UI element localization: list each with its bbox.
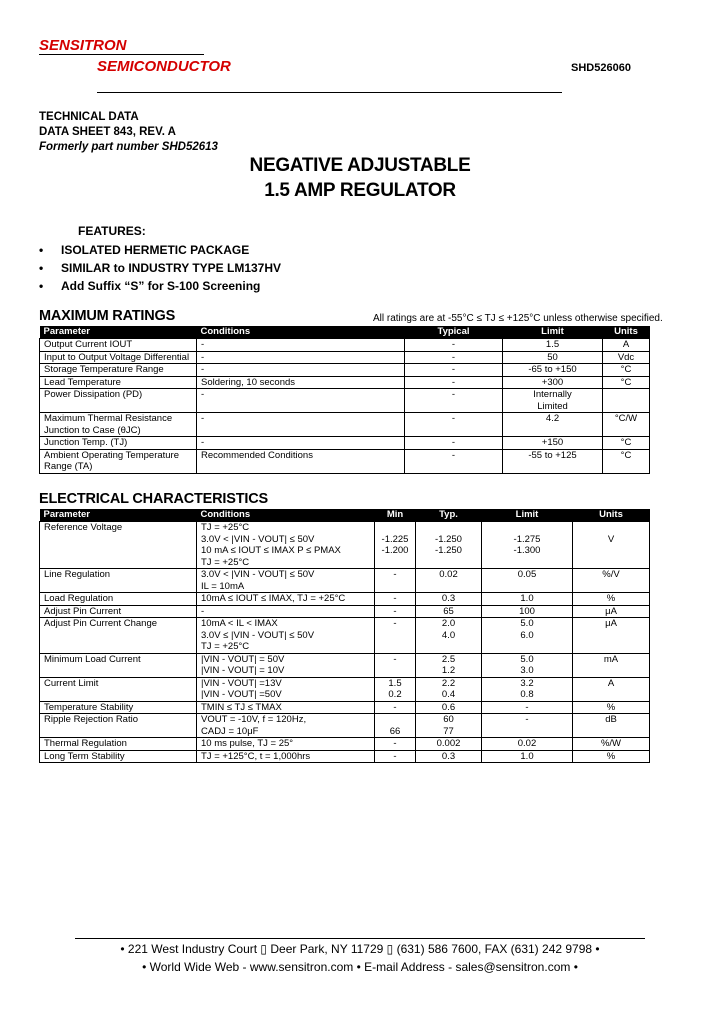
table-cell: Adjust Pin Current Change [40, 618, 197, 654]
table-cell: Internally Limited [503, 389, 603, 413]
technical-data-label: TECHNICAL DATA [39, 111, 139, 123]
table-cell: Line Regulation [40, 569, 197, 593]
characteristic-row [40, 738, 650, 751]
table-cell: 1.0 [482, 750, 573, 763]
table-cell: Minimum Load Current [40, 653, 197, 677]
table-cell: - [405, 339, 503, 352]
table-cell: 60 77 [416, 714, 482, 738]
feature-item: • Add Suffix “S” for S-100 Screening [39, 279, 261, 293]
table-cell: °C [603, 376, 650, 389]
characteristic-row [40, 605, 650, 618]
table-cell: μA [573, 618, 650, 654]
table-cell: -55 to +125 [503, 449, 603, 473]
table-cell: 10mA ≤ IOUT ≤ IMAX, TJ = +25°C [197, 593, 375, 606]
table-cell: VOUT = -10V, f = 120Hz, CADJ = 10μF [197, 714, 375, 738]
table-cell: -1.225 -1.200 [375, 522, 416, 569]
technical-data-block [39, 110, 218, 155]
table-cell: 3.0V < |VIN - VOUT| ≤ 50V IL = 10mA [197, 569, 375, 593]
ratings-note: All ratings are at -55°C ≤ TJ ≤ +125°C unless otherwise specified. [373, 313, 663, 324]
table-cell: A [573, 677, 650, 701]
table-cell: - [482, 701, 573, 714]
table-cell: TJ = +25°C 3.0V < |VIN - VOUT| ≤ 50V 10 mA ≤ IOUT ≤ IMAX P ≤ PMAX TJ = +25°C [197, 522, 375, 569]
table-cell: - [375, 593, 416, 606]
table-cell: 2.2 0.4 [416, 677, 482, 701]
table-cell: °C [603, 449, 650, 473]
column-header: Units [573, 509, 650, 522]
table-cell: Adjust Pin Current [40, 605, 197, 618]
table-cell: Soldering, 10 seconds [197, 376, 405, 389]
column-header: Parameter [40, 326, 197, 339]
table-cell: - [375, 605, 416, 618]
table-cell: Long Term Stability [40, 750, 197, 763]
table-cell: |VIN - VOUT| = 50V |VIN - VOUT| = 10V [197, 653, 375, 677]
table-cell: 2.5 1.2 [416, 653, 482, 677]
rating-row [40, 389, 650, 413]
table-cell: dB [573, 714, 650, 738]
table-cell: TMIN ≤ TJ ≤ TMAX [197, 701, 375, 714]
table-cell: Ambient Operating Temperature Range (TA) [40, 449, 197, 473]
table-cell: - [375, 750, 416, 763]
characteristic-row [40, 714, 650, 738]
table-cell: °C [603, 437, 650, 450]
table-cell: 4.2 [503, 413, 603, 437]
table-cell: Output Current IOUT [40, 339, 197, 352]
column-header: Conditions [197, 509, 375, 522]
table-cell: 2.0 4.0 [416, 618, 482, 654]
table-cell: -1.250 -1.250 [416, 522, 482, 569]
table-cell: -65 to +150 [503, 364, 603, 377]
max-ratings-table [39, 326, 650, 474]
feature-item: • SIMILAR to INDUSTRY TYPE LM137HV [39, 261, 282, 275]
table-cell: Current Limit [40, 677, 197, 701]
table-cell: Power Dissipation (PD) [40, 389, 197, 413]
rating-row [40, 449, 650, 473]
column-header: Min [375, 509, 416, 522]
table-cell: A [603, 339, 650, 352]
table-cell: - [375, 738, 416, 751]
table-cell: - [197, 364, 405, 377]
table-cell: mA [573, 653, 650, 677]
table-cell: - [197, 413, 405, 437]
footer-address: • 221 West Industry Court ▯ Deer Park, NY 11729 ▯ (631) 586 7600, FAX (631) 242 9798 • [120, 942, 600, 956]
table-cell: Load Regulation [40, 593, 197, 606]
table-cell: - [375, 618, 416, 654]
table-cell: - [405, 364, 503, 377]
column-header: Typ. [416, 509, 482, 522]
title-line2: 1.5 AMP REGULATOR [264, 180, 456, 201]
table-cell: - [405, 389, 503, 413]
table-cell: V [573, 522, 650, 569]
bullet-icon: • [39, 243, 44, 257]
former-part-number: Formerly part number SHD52613 [39, 141, 218, 153]
header-rule-long [97, 92, 562, 93]
column-header: Limit [503, 326, 603, 339]
electrical-heading: ELECTRICAL CHARACTERISTICS [39, 491, 268, 507]
table-cell: 10 ms pulse, TJ = 25° [197, 738, 375, 751]
rating-row [40, 364, 650, 377]
table-cell: - [482, 714, 573, 738]
footer-rule [75, 938, 645, 939]
characteristic-row [40, 618, 650, 654]
table-cell: 1.5 [503, 339, 603, 352]
table-cell: 50 [503, 351, 603, 364]
table-cell: - [197, 351, 405, 364]
column-header: Limit [482, 509, 573, 522]
feature-item: • ISOLATED HERMETIC PACKAGE [39, 243, 250, 257]
table-cell: 0.3 [416, 750, 482, 763]
table-cell [603, 389, 650, 413]
table-cell: - [197, 605, 375, 618]
column-header: Parameter [40, 509, 197, 522]
max-ratings-heading: MAXIMUM RATINGS [39, 308, 176, 324]
table-cell: 66 [375, 714, 416, 738]
table-cell: Thermal Regulation [40, 738, 197, 751]
column-header: Typical [405, 326, 503, 339]
rating-row [40, 351, 650, 364]
table-cell: 0.6 [416, 701, 482, 714]
table-cell: 1.0 [482, 593, 573, 606]
table-cell: - [375, 653, 416, 677]
table-cell: - [375, 569, 416, 593]
column-header: Conditions [197, 326, 405, 339]
table-cell: TJ = +125°C, t = 1,000hrs [197, 750, 375, 763]
characteristic-row [40, 569, 650, 593]
table-cell: Recommended Conditions [197, 449, 405, 473]
features-list [39, 241, 281, 295]
table-cell: -1.275 -1.300 [482, 522, 573, 569]
characteristic-row [40, 701, 650, 714]
table-cell: 100 [482, 605, 573, 618]
bullet-icon: • [39, 279, 44, 293]
table-cell: - [405, 449, 503, 473]
column-header: Units [603, 326, 650, 339]
table-cell: 0.02 [416, 569, 482, 593]
data-sheet-label: DATA SHEET 843, REV. A [39, 126, 176, 138]
table-cell: Junction Temp. (TJ) [40, 437, 197, 450]
table-cell: 5.0 6.0 [482, 618, 573, 654]
electrical-table [39, 509, 650, 763]
characteristic-row [40, 653, 650, 677]
rating-row [40, 437, 650, 450]
company-name-line2: SEMICONDUCTOR [97, 58, 231, 75]
characteristic-row [40, 593, 650, 606]
table-cell: - [197, 339, 405, 352]
characteristic-row [40, 677, 650, 701]
table-cell: 1.5 0.2 [375, 677, 416, 701]
table-cell: Reference Voltage [40, 522, 197, 569]
table-cell: %/V [573, 569, 650, 593]
table-cell: % [573, 701, 650, 714]
table-cell: Ripple Rejection Ratio [40, 714, 197, 738]
document-title [0, 153, 720, 203]
table-cell: °C/W [603, 413, 650, 437]
features-heading: FEATURES: [78, 224, 146, 238]
table-cell: |VIN - VOUT| =13V |VIN - VOUT| =50V [197, 677, 375, 701]
table-cell: 10mA < IL < IMAX 3.0V ≤ |VIN - VOUT| ≤ 50V TJ = +25°C [197, 618, 375, 654]
table-cell: +300 [503, 376, 603, 389]
table-cell: 0.02 [482, 738, 573, 751]
characteristic-row [40, 750, 650, 763]
table-cell: 3.2 0.8 [482, 677, 573, 701]
table-cell: - [197, 389, 405, 413]
footer-contact: • World Wide Web - www.sensitron.com • E-mail Address - sales@sensitron.com • [142, 960, 578, 974]
table-cell: Vdc [603, 351, 650, 364]
characteristic-row [40, 522, 650, 569]
table-cell: 0.3 [416, 593, 482, 606]
table-cell: 5.0 3.0 [482, 653, 573, 677]
table-cell: % [573, 750, 650, 763]
table-cell: Maximum Thermal Resistance Junction to Case (θJC) [40, 413, 197, 437]
table-cell: Input to Output Voltage Differential [40, 351, 197, 364]
table-cell: 0.05 [482, 569, 573, 593]
table-cell: Lead Temperature [40, 376, 197, 389]
table-cell: Temperature Stability [40, 701, 197, 714]
table-cell: - [405, 413, 503, 437]
table-cell: - [375, 701, 416, 714]
table-cell: % [573, 593, 650, 606]
table-cell: °C [603, 364, 650, 377]
table-cell: - [197, 437, 405, 450]
header-rule-short [39, 54, 204, 55]
title-line1: NEGATIVE ADJUSTABLE [249, 155, 471, 176]
table-cell: - [405, 437, 503, 450]
table-cell: %/W [573, 738, 650, 751]
table-cell: 0.002 [416, 738, 482, 751]
table-cell: μA [573, 605, 650, 618]
part-number: SHD526060 [571, 62, 631, 74]
rating-row [40, 376, 650, 389]
rating-row [40, 413, 650, 437]
company-name-line1: SENSITRON [39, 37, 127, 54]
table-cell: 65 [416, 605, 482, 618]
table-cell: Storage Temperature Range [40, 364, 197, 377]
table-cell: +150 [503, 437, 603, 450]
rating-row [40, 339, 650, 352]
bullet-icon: • [39, 261, 44, 275]
table-cell: - [405, 376, 503, 389]
table-cell: - [405, 351, 503, 364]
